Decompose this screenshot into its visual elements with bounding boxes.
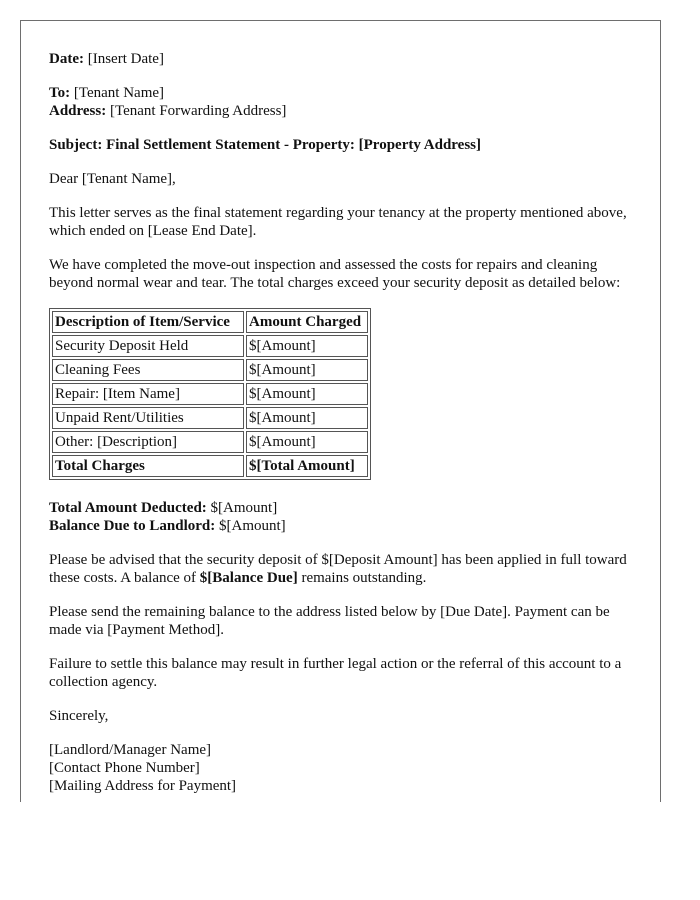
closing: Sincerely, <box>49 708 109 724</box>
balance-value: $[Amount] <box>219 518 286 534</box>
paragraph-payment-instructions: Please send the remaining balance to the address listed below by [Due Date]. Payment can be made via [Payment Method]. <box>49 604 610 638</box>
balance-label: Balance Due to Landlord: <box>49 518 216 534</box>
contact-phone: [Contact Phone Number] <box>49 760 200 776</box>
table-row <box>52 335 368 357</box>
table-cell-description: Unpaid Rent/Utilities <box>52 407 244 429</box>
deposit-text-end: remains outstanding. <box>297 570 427 586</box>
balance-due-emphasis: $[Balance Due] <box>199 570 298 586</box>
paragraph-tenancy-ended: This letter serves as the final statement regarding your tenancy at the property mentioned above, which ended on [Lease End Date]. <box>49 205 627 239</box>
table-cell-description: Other: [Description] <box>52 431 244 453</box>
paragraph-legal-warning: Failure to settle this balance may result in further legal action or the referral of this account to a collection agency. <box>49 656 622 690</box>
table-row <box>52 359 368 381</box>
address-value: [Tenant Forwarding Address] <box>109 103 287 119</box>
deducted-label: Total Amount Deducted: <box>49 500 207 516</box>
date-line <box>49 50 632 68</box>
summary-block <box>49 499 632 535</box>
landlord-name: [Landlord/Manager Name] <box>49 742 212 758</box>
table-row <box>52 407 368 429</box>
table-total-label: Total Charges <box>52 455 244 477</box>
mailing-address: [Mailing Address for Payment] <box>49 778 237 794</box>
to-value: [Tenant Name] <box>73 85 165 101</box>
table-row <box>52 431 368 453</box>
signature-block <box>49 741 632 795</box>
to-label: To: <box>49 85 71 101</box>
recipient-block <box>49 84 632 120</box>
table-cell-description: Repair: [Item Name] <box>52 383 244 405</box>
table-total-row <box>52 455 368 477</box>
table-cell-amount: $[Amount] <box>246 335 368 357</box>
date-value: [Insert Date] <box>87 51 164 67</box>
table-cell-amount: $[Amount] <box>246 359 368 381</box>
table-row <box>52 383 368 405</box>
date-label: Date: <box>49 51 84 67</box>
table-cell-description: Security Deposit Held <box>52 335 244 357</box>
table-cell-amount: $[Amount] <box>246 431 368 453</box>
table-header-description: Description of Item/Service <box>52 311 244 333</box>
paragraph-deposit-applied <box>49 551 632 587</box>
table-cell-amount: $[Amount] <box>246 407 368 429</box>
deducted-value: $[Amount] <box>210 500 278 516</box>
salutation: Dear [Tenant Name], <box>49 171 176 187</box>
deposit-text-start: Please be advised that the security deposit of $[Deposit Amount] has been applied in full toward these costs. A balance of <box>49 552 627 586</box>
table-cell-amount: $[Amount] <box>246 383 368 405</box>
table-header-row <box>52 311 368 333</box>
address-label: Address: <box>49 103 107 119</box>
subject-line: Subject: Final Settlement Statement - Property: [Property Address] <box>49 137 481 153</box>
table-header-amount: Amount Charged <box>246 311 368 333</box>
letter-page <box>20 20 661 802</box>
paragraph-inspection: We have completed the move-out inspection and assessed the costs for repairs and cleaning beyond normal wear and tear. The total charges exceed your security deposit as detailed below: <box>49 257 621 291</box>
table-cell-description: Cleaning Fees <box>52 359 244 381</box>
charges-table <box>49 308 371 480</box>
table-total-amount: $[Total Amount] <box>246 455 368 477</box>
